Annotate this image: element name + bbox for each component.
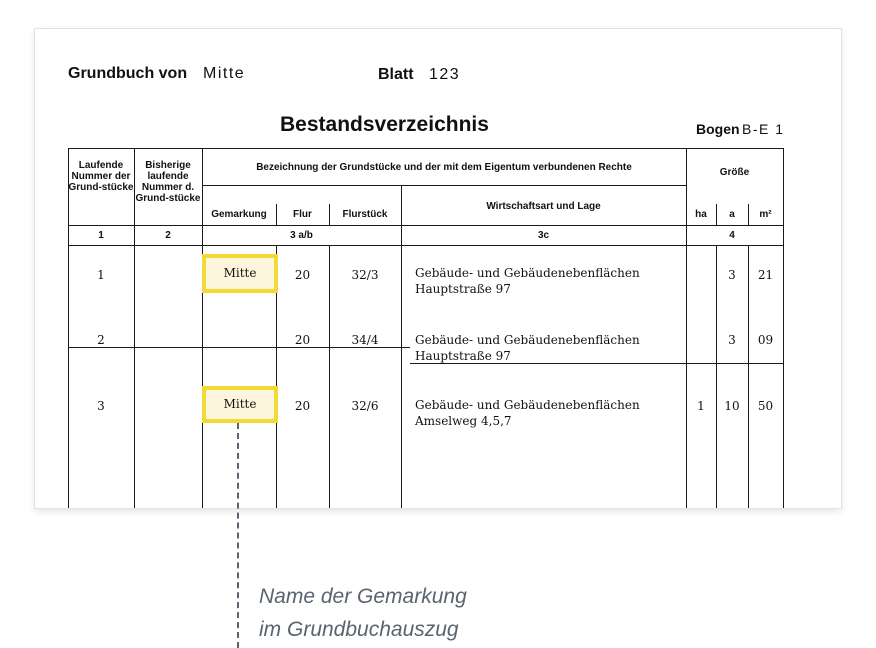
col-number-1: 1 — [98, 230, 104, 241]
annotation-connector-line — [237, 423, 239, 648]
col-flurstueck-header: Flurstück — [342, 209, 388, 220]
row-number: 2 — [97, 333, 105, 347]
flurstueck-cell: 32/6 — [351, 399, 379, 413]
flur-cell: 20 — [294, 399, 311, 413]
col-wirtschaftsart-header: Wirtschaftsart und Lage — [486, 201, 601, 212]
gemarkung-highlight: Mitte — [202, 254, 278, 293]
grundbuch-value: Mitte — [203, 65, 246, 82]
col-number-3ab: 3 a/b — [290, 230, 313, 241]
gemarkung-highlight: Mitte — [202, 386, 278, 423]
document-title: Bestandsverzeichnis — [280, 113, 489, 136]
col-a-header: a — [729, 209, 735, 220]
flur-cell: 20 — [294, 268, 311, 282]
col-laufende-header: Laufende Nummer der Grund-stücke — [68, 160, 134, 193]
area-m2-cell: 21 — [757, 268, 774, 282]
flur-cell: 20 — [294, 333, 311, 347]
annotation-caption — [259, 580, 467, 646]
grundbuch-label: Grundbuch von — [68, 65, 188, 82]
annotation-line-2: im Grundbuchauszug — [259, 618, 459, 641]
area-a-cell: 10 — [724, 399, 740, 413]
blatt-value: 123 — [429, 66, 461, 83]
row-number: 3 — [97, 399, 105, 413]
col-bezeichnung-header: Bezeichnung der Grundstücke und der mit dem Eigentum verbundenen Rechte — [256, 162, 632, 173]
col-groesse-header: Größe — [719, 167, 750, 178]
col-gemarkung-header: Gemarkung — [211, 209, 267, 220]
col-m2-header: m² — [759, 209, 772, 220]
bogen-value: B-E 1 — [742, 121, 785, 137]
annotation-line-1: Name der Gemarkung — [259, 585, 467, 608]
lage-line-1: Gebäude- und Gebäudenebenflächen — [415, 398, 640, 412]
flurstueck-cell: 32/3 — [351, 268, 379, 282]
flurstueck-cell: 34/4 — [351, 333, 379, 347]
row-number: 1 — [97, 268, 105, 282]
col-number-4: 4 — [729, 230, 735, 241]
lage-line-1: Gebäude- und Gebäudenebenflächen — [415, 266, 640, 280]
lage-line-1: Gebäude- und Gebäudenebenflächen — [415, 333, 640, 347]
area-a-cell: 3 — [728, 268, 736, 282]
grundbuch-document — [35, 29, 841, 508]
bogen-label: Bogen — [696, 121, 740, 137]
col-number-3c: 3c — [537, 230, 550, 241]
lage-line-2: Hauptstraße 97 — [415, 349, 511, 363]
col-flur-header: Flur — [293, 209, 312, 220]
area-a-cell: 3 — [728, 333, 736, 347]
col-number-2: 2 — [165, 230, 171, 241]
lage-line-2: Amselweg 4,5,7 — [415, 414, 512, 428]
area-ha-cell: 1 — [697, 399, 705, 413]
lage-line-2: Hauptstraße 97 — [415, 282, 511, 296]
col-ha-header: ha — [695, 209, 707, 220]
area-m2-cell: 50 — [757, 399, 774, 413]
blatt-label: Blatt — [378, 66, 414, 83]
col-bisherige-header: Bisherige laufende Nummer d. Grund-stücke — [135, 160, 201, 204]
area-m2-cell: 09 — [757, 333, 774, 347]
